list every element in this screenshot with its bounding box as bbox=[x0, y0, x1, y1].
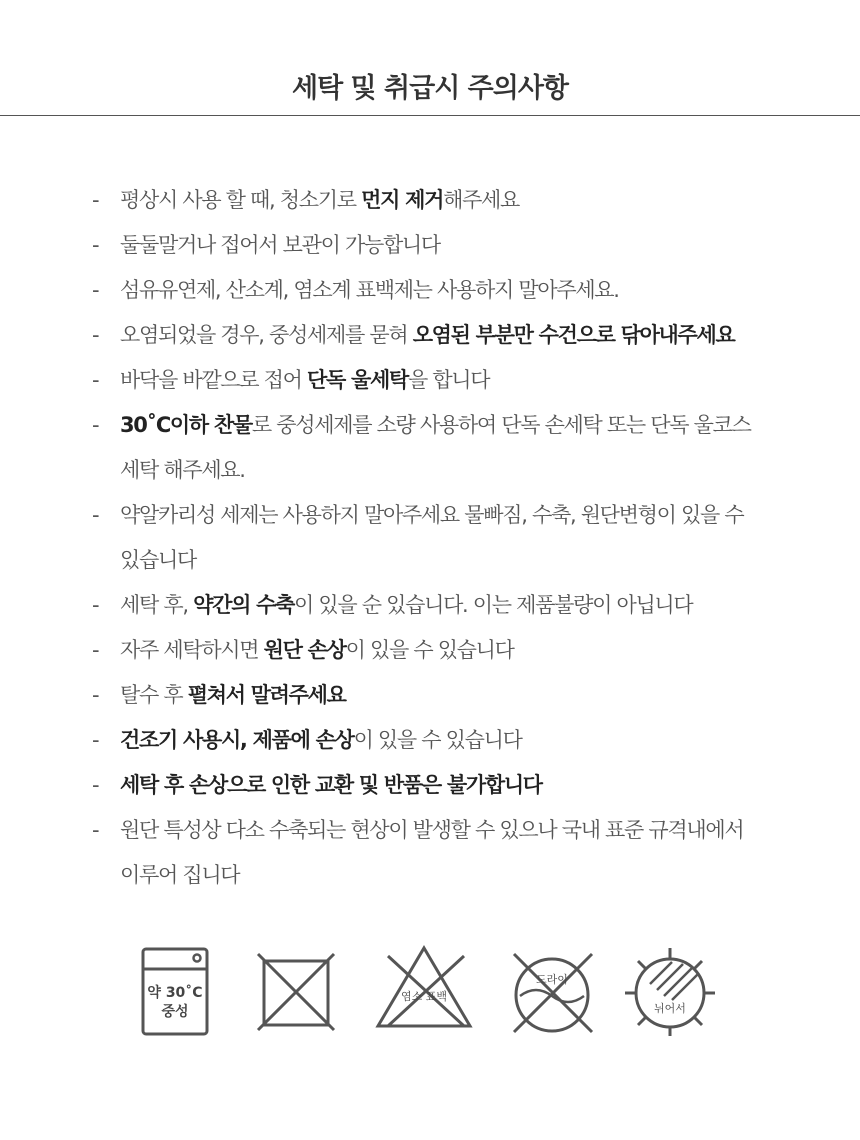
no-dry-clean-icon bbox=[510, 940, 596, 1036]
wash-detergent-label: 중성 bbox=[161, 1004, 189, 1020]
title-divider bbox=[0, 115, 860, 116]
no-bleach-label: 염소 표백 bbox=[400, 990, 448, 1003]
list-bullet: - bbox=[92, 683, 99, 707]
hand-wash-30c-icon bbox=[140, 940, 210, 1036]
instruction-text: 탈수 후 bbox=[120, 683, 188, 707]
instruction-text: 원단 특성상 다소 수축되는 현상이 발생할 수 있으나 국내 표준 규격내에서 bbox=[120, 818, 744, 842]
list-bullet: - bbox=[92, 728, 99, 752]
list-bullet: - bbox=[92, 638, 99, 662]
list-bullet: - bbox=[92, 368, 99, 392]
instruction-text: 이루어 집니다 bbox=[120, 863, 240, 887]
care-symbols bbox=[132, 940, 732, 1040]
instruction-text: 해주세요 bbox=[443, 188, 520, 212]
care-instruction-item bbox=[92, 448, 812, 493]
instruction-text: 이 있을 순 있습니다. 이는 제품불량이 아닙니다 bbox=[294, 593, 693, 617]
instruction-text: 세탁 후, bbox=[120, 593, 194, 617]
flat-shade-dry-icon bbox=[622, 940, 718, 1036]
instruction-text: 섬유유연제, 산소계, 염소계 표백제는 사용하지 말아주세요. bbox=[120, 278, 619, 302]
instruction-text: 자주 세탁하시면 bbox=[120, 638, 264, 662]
emphasis-text: 단독 울세탁 bbox=[307, 368, 408, 392]
emphasis-text: 30˚C이하 찬물 bbox=[120, 413, 252, 437]
instruction-text: 바닥을 바깥으로 접어 bbox=[120, 368, 307, 392]
instruction-text: 이 있을 수 있습니다 bbox=[353, 728, 522, 752]
care-instruction-item bbox=[92, 628, 812, 673]
care-instruction-item bbox=[92, 538, 812, 583]
care-instruction-item bbox=[92, 763, 812, 808]
page-title: 세탁 및 취급시 주의사항 bbox=[291, 73, 569, 104]
list-bullet: - bbox=[92, 233, 99, 257]
care-instruction-item bbox=[92, 673, 812, 718]
instruction-text: 로 중성세제를 소량 사용하여 단독 손세탁 또는 단독 울코스 bbox=[251, 413, 751, 437]
instruction-text: 평상시 사용 할 때, 청소기로 bbox=[120, 188, 362, 212]
instruction-text: 오염되었을 경우, 중성세제를 묻혀 bbox=[120, 323, 413, 347]
wash-temp-label: 약 30˚C bbox=[147, 985, 203, 1001]
care-instruction-item bbox=[92, 268, 812, 313]
list-bullet: - bbox=[92, 278, 99, 302]
care-instruction-item bbox=[92, 718, 812, 763]
emphasis-text: 오염된 부분만 수건으로 닦아내주세요 bbox=[412, 323, 735, 347]
care-instruction-item bbox=[92, 178, 812, 223]
care-instruction-item bbox=[92, 493, 812, 538]
emphasis-text: 펼쳐서 말려주세요 bbox=[187, 683, 346, 707]
instruction-text: 둘둘말거나 접어서 보관이 가능합니다 bbox=[120, 233, 440, 257]
care-instruction-item bbox=[92, 583, 812, 628]
emphasis-text: 약간의 수축 bbox=[193, 593, 295, 617]
instruction-text: 세탁 해주세요. bbox=[120, 458, 245, 482]
care-instruction-item bbox=[92, 313, 812, 358]
care-instruction-item bbox=[92, 223, 812, 268]
care-instruction-item bbox=[92, 403, 812, 448]
instruction-text: 이 있을 수 있습니다 bbox=[345, 638, 514, 662]
emphasis-text: 세탁 후 손상으로 인한 교환 및 반품은 불가합니다 bbox=[120, 773, 542, 797]
dry-clean-label: 드라이 bbox=[536, 973, 568, 986]
list-bullet: - bbox=[92, 188, 99, 212]
instruction-text: 을 합니다 bbox=[407, 368, 490, 392]
shade-dry-label: 뉘어서 bbox=[654, 1002, 686, 1015]
emphasis-text: 원단 손상 bbox=[263, 638, 346, 662]
no-bleach-icon bbox=[374, 940, 474, 1036]
list-bullet: - bbox=[92, 773, 99, 797]
no-tumble-dry-icon bbox=[254, 940, 338, 1036]
care-instruction-item bbox=[92, 358, 812, 403]
list-bullet: - bbox=[92, 503, 99, 527]
list-bullet: - bbox=[92, 323, 99, 347]
instruction-text: 약알카리성 세제는 사용하지 말아주세요 물빠짐, 수축, 원단변형이 있을 수 bbox=[120, 503, 744, 527]
list-bullet: - bbox=[92, 818, 99, 842]
emphasis-text: 먼지 제거 bbox=[361, 188, 444, 212]
list-bullet: - bbox=[92, 593, 99, 617]
care-instruction-item bbox=[92, 808, 812, 853]
care-instructions-list bbox=[92, 178, 812, 898]
care-instruction-item bbox=[92, 853, 812, 898]
emphasis-text: 건조기 사용시, 제품에 손상 bbox=[120, 728, 354, 752]
instruction-text: 있습니다 bbox=[120, 548, 196, 572]
list-bullet: - bbox=[92, 413, 99, 437]
